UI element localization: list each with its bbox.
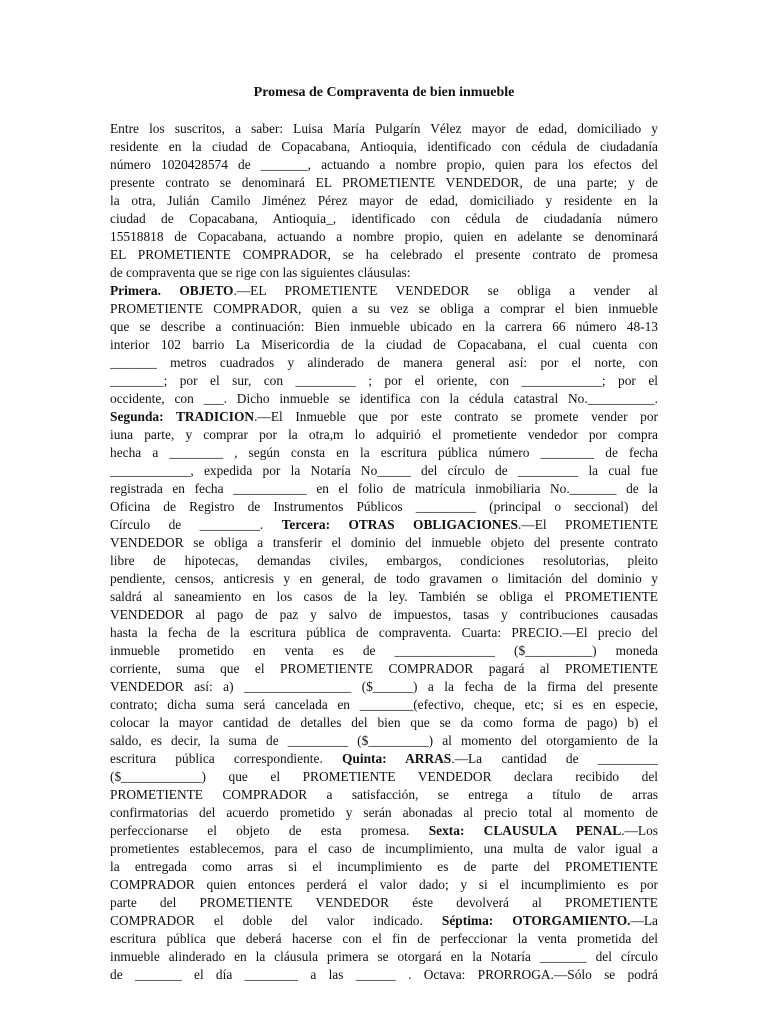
text-line xyxy=(110,966,658,984)
text-line xyxy=(110,534,658,552)
text-line xyxy=(110,588,658,606)
text-segment: ($____________) que el PROMETIENTE VENDEDOR declara recibido del xyxy=(110,769,658,784)
text-line xyxy=(110,858,658,876)
text-segment: residente en la ciudad de Copacabana, Antioquia, identificado con cédula de ciudadanía xyxy=(110,139,658,154)
text-line xyxy=(110,660,658,678)
document-body xyxy=(110,120,658,984)
text-line xyxy=(110,462,658,480)
text-line xyxy=(110,264,658,282)
text-segment: VENDEDOR así: a) ________________ ($______) a la fecha de la firma del presente xyxy=(110,679,658,694)
text-segment: PROMETIENTE COMPRADOR a satisfacción, se entrega a título de arras xyxy=(110,787,658,802)
text-segment: registrada en fecha ___________ en el folio de matrícula inmobiliaria No._______ de la xyxy=(110,481,658,496)
text-segment: .—La cantidad de _________ xyxy=(451,751,658,766)
text-line xyxy=(110,318,658,336)
text-segment: occidente, con ___. Dicho inmueble se identifica con la cédula catastral No.__________. xyxy=(110,391,658,406)
text-line xyxy=(110,876,658,894)
text-segment: que se describe a continuación: Bien inmueble ubicado en la carrera 66 número 48-13 xyxy=(110,319,658,334)
text-line xyxy=(110,678,658,696)
text-line xyxy=(110,750,658,768)
text-line xyxy=(110,930,658,948)
text-segment: confirmatorias del acuerdo prometido y serán abonadas al precio total al momento de xyxy=(110,805,658,820)
text-segment: hecha a ________ , según consta en la escritura pública número ________ de fecha xyxy=(110,445,658,460)
text-segment: saldo, es decir, la suma de _________ ($_________) al momento del otorgamiento de la xyxy=(110,733,658,748)
text-segment: ____________, expedida por la Notaría No_____ del círculo de _________ la cual fue xyxy=(110,463,658,478)
text-line xyxy=(110,552,658,570)
text-segment: de _______ el día ________ a las ______ . Octava: PRORROGA.—Sólo se podrá xyxy=(110,967,658,982)
text-segment: VENDEDOR se obliga a transferir el dominio del inmueble objeto del presente contrato xyxy=(110,535,658,550)
text-line xyxy=(110,732,658,750)
text-segment: 15518818 de Copacabana, actuando a nombre propio, quien en adelante se denominará xyxy=(110,229,658,244)
text-segment: parte del PROMETIENTE VENDEDOR éste devolverá al PROMETIENTE xyxy=(110,895,658,910)
text-line xyxy=(110,498,658,516)
text-segment: EL PROMETIENTE COMPRADOR, se ha celebrado el presente contrato de promesa xyxy=(110,247,658,262)
text-line xyxy=(110,156,658,174)
text-segment: iuna parte, y comprar por la otra,m lo adquirió el prometiente vendedor por compra xyxy=(110,427,658,442)
text-line xyxy=(110,354,658,372)
text-line xyxy=(110,192,658,210)
text-segment: ciudad de Copacabana, Antioquia_, identificado con cédula de ciudadanía número xyxy=(110,211,658,226)
clause-heading: Sexta: CLAUSULA PENAL xyxy=(428,823,622,838)
text-line xyxy=(110,822,658,840)
text-line xyxy=(110,570,658,588)
text-line xyxy=(110,768,658,786)
text-line xyxy=(110,696,658,714)
text-line xyxy=(110,426,658,444)
text-line xyxy=(110,390,658,408)
text-segment: pendiente, censos, anticresis y en general, de todo gravamen o limitación del dominio y xyxy=(110,571,658,586)
text-line xyxy=(110,444,658,462)
text-segment: COMPRADOR el doble del valor indicado. xyxy=(110,913,442,928)
clause-heading: Séptima: OTORGAMIENTO. xyxy=(441,913,631,928)
text-line xyxy=(110,912,658,930)
text-line xyxy=(110,210,658,228)
text-segment: ________; por el sur, con _________ ; por el oriente, con ____________; por el xyxy=(110,373,658,388)
text-segment: contrato; dicha suma será cancelada en ________(efectivo, cheque, etc; si es en especie, xyxy=(110,697,658,712)
text-segment: colocar la mayor cantidad de detalles del bien que se da como forma de pago) b) el xyxy=(110,715,658,730)
text-segment: la entregada como arras si el incumplimiento es de parte del PROMETIENTE xyxy=(110,859,658,874)
text-segment: número 1020428574 de _______, actuando a nombre propio, quien para los efectos del xyxy=(110,157,658,172)
text-line xyxy=(110,246,658,264)
text-line xyxy=(110,840,658,858)
text-segment: .—EL PROMETIENTE VENDEDOR se obliga a vender al xyxy=(233,283,658,298)
text-segment: inmueble prometido en venta es de _______________ ($__________) moneda xyxy=(110,643,658,658)
text-segment: escritura pública que deberá hacerse con el fin de perfeccionar la venta prometida del xyxy=(110,931,658,946)
text-segment: .—Los xyxy=(621,823,659,838)
text-line xyxy=(110,300,658,318)
text-segment: inmueble alinderado en la cláusula primera se otorgará en la Notaría _______ del círculo xyxy=(110,949,658,964)
text-segment: _______ metros cuadrados y alinderado de manera general así: por el norte, con xyxy=(110,355,658,370)
text-line xyxy=(110,228,658,246)
text-segment: VENDEDOR al pago de paz y salvo de impuestos, tasas y contribuciones causadas xyxy=(110,607,658,622)
text-segment: Círculo de _________. xyxy=(110,517,282,532)
text-segment: hasta la fecha de la escritura pública de compraventa. Cuarta: PRECIO.—El precio del xyxy=(110,625,658,640)
text-line xyxy=(110,714,658,732)
text-line xyxy=(110,408,658,426)
text-line xyxy=(110,606,658,624)
text-segment: presente contrato se denominará EL PROMETIENTE VENDEDOR, de una parte; y de xyxy=(110,175,658,190)
text-segment: .—El Inmueble que por este contrato se promete vender por xyxy=(254,409,658,424)
text-segment: de compraventa que se rige con las siguientes cláusulas: xyxy=(110,265,411,280)
document-title: Promesa de Compraventa de bien inmueble xyxy=(253,85,515,100)
text-segment: la otra, Julián Camilo Jiménez Pérez mayor de edad, domiciliado y residente en la xyxy=(110,193,658,208)
text-line xyxy=(110,516,658,534)
text-segment: .—El PROMETIENTE xyxy=(517,517,659,532)
text-line xyxy=(110,174,658,192)
text-line xyxy=(110,372,658,390)
text-line xyxy=(110,282,658,300)
text-line xyxy=(110,804,658,822)
text-line xyxy=(110,786,658,804)
text-segment: Entre los suscritos, a saber: Luisa María Pulgarín Vélez mayor de edad, domiciliado y xyxy=(110,121,658,136)
clause-heading: Primera. OBJETO xyxy=(110,283,234,298)
text-line xyxy=(110,120,658,138)
text-line xyxy=(110,894,658,912)
text-segment: perfeccionarse el objeto de esta promesa. xyxy=(110,823,429,838)
text-segment: COMPRADOR quien entonces perderá el valor dado; y si el incumplimiento es por xyxy=(110,877,658,892)
text-line xyxy=(110,138,658,156)
text-segment: saldrá al saneamiento en los casos de la ley. También se obliga el PROMETIENTE xyxy=(110,589,658,604)
text-segment: PROMETIENTE COMPRADOR, quien a su vez se obliga a comprar el bien inmueble xyxy=(110,301,658,316)
text-segment: Oficina de Registro de Instrumentos Públicos _________ (principal o seccional) del xyxy=(110,499,658,514)
text-line xyxy=(110,948,658,966)
clause-heading: Tercera: OTRAS OBLIGACIONES xyxy=(281,517,518,532)
clause-heading: Quinta: ARRAS xyxy=(342,751,452,766)
text-line xyxy=(110,642,658,660)
text-line xyxy=(110,336,658,354)
clause-heading: Segunda: TRADICION xyxy=(110,409,255,424)
text-segment: prometientes establecemos, para el caso de incumplimiento, una multa de valor igual a xyxy=(110,841,658,856)
text-segment: —La xyxy=(630,913,658,928)
text-segment: libre de hipotecas, demandas civiles, embargos, condiciones resolutorias, pleito xyxy=(110,553,658,568)
text-segment: interior 102 barrio La Misericordia de la ciudad de Copacabana, el cual cuenta con xyxy=(110,337,658,352)
text-line xyxy=(110,480,658,498)
text-segment: escritura pública correspondiente. xyxy=(110,751,342,766)
text-segment: corriente, suma que el PROMETIENTE COMPRADOR pagará al PROMETIENTE xyxy=(110,661,658,676)
text-line xyxy=(110,624,658,642)
